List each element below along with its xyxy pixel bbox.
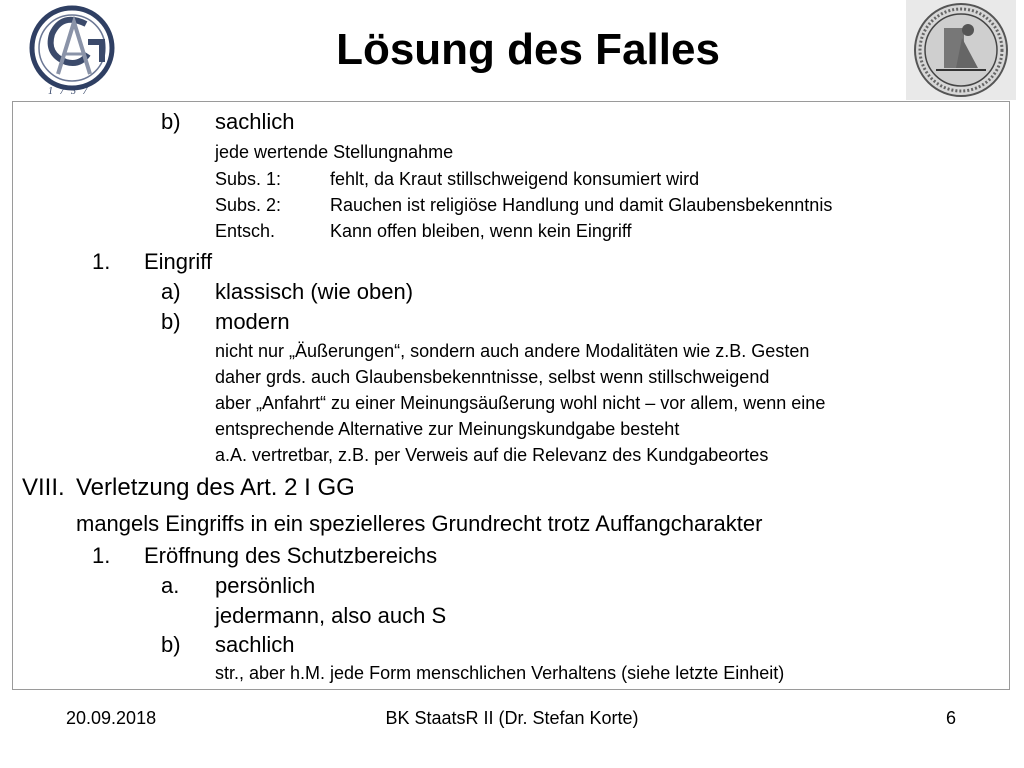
section-heading: Verletzung des Art. 2 I GG bbox=[76, 474, 355, 501]
list-label: Subs. 2: bbox=[215, 195, 282, 215]
list-item: daher grds. auch Glaubensbekenntnisse, selbst wenn stillschweigend bbox=[215, 367, 770, 387]
list-item: Eingriff bbox=[144, 249, 213, 274]
footer-date: 20.09.2018 bbox=[66, 708, 157, 728]
list-item: mangels Eingriffs in ein spezielleres Grundrecht trotz Auffangcharakter bbox=[76, 511, 763, 536]
list-item: sachlich bbox=[215, 632, 295, 657]
list-item: klassisch (wie oben) bbox=[215, 279, 414, 304]
list-item: aber „Anfahrt“ zu einer Meinungsäußerung wohl nicht – vor allem, wenn eine bbox=[215, 393, 826, 413]
section-marker: VIII. bbox=[22, 474, 65, 501]
list-item: Kann offen bleiben, wenn kein Eingriff bbox=[330, 221, 632, 241]
logo-year-text: 1 7 3 7 bbox=[48, 86, 90, 97]
list-marker: a. bbox=[161, 573, 180, 598]
list-marker: 1. bbox=[92, 543, 111, 568]
page-title: Lösung des Falles bbox=[336, 25, 720, 74]
list-label: Entsch. bbox=[215, 221, 276, 241]
list-item: modern bbox=[215, 309, 290, 334]
list-item: str., aber h.M. jede Form menschlichen Verhaltens (siehe letzte Einheit) bbox=[215, 663, 785, 683]
list-marker: 1. bbox=[92, 249, 111, 274]
list-item: entsprechende Alternative zur Meinungskundgabe besteht bbox=[215, 419, 680, 439]
list-marker: a) bbox=[161, 279, 181, 304]
list-item: fehlt, da Kraut stillschweigend konsumiert wird bbox=[330, 169, 700, 189]
list-item: persönlich bbox=[215, 573, 316, 598]
list-label: Subs. 1: bbox=[215, 169, 282, 189]
list-item: sachlich bbox=[215, 109, 295, 134]
list-item: Eröffnung des Schutzbereichs bbox=[144, 543, 438, 568]
list-item: jedermann, also auch S bbox=[215, 603, 447, 628]
list-marker: b) bbox=[161, 309, 181, 334]
list-item: nicht nur „Äußerungen“, sondern auch andere Modalitäten wie z.B. Gesten bbox=[215, 341, 810, 361]
footer-title: BK StaatsR II (Dr. Stefan Korte) bbox=[385, 708, 639, 728]
list-item: jede wertende Stellungnahme bbox=[215, 142, 454, 162]
list-marker: b) bbox=[161, 109, 181, 134]
list-item: Rauchen ist religiöse Handlung und damit Glaubensbekenntnis bbox=[330, 195, 833, 215]
page-number: 6 bbox=[946, 708, 957, 728]
list-item: a.A. vertretbar, z.B. per Verweis auf die Relevanz des Kundgabeortes bbox=[215, 445, 769, 465]
list-marker: b) bbox=[161, 632, 181, 657]
